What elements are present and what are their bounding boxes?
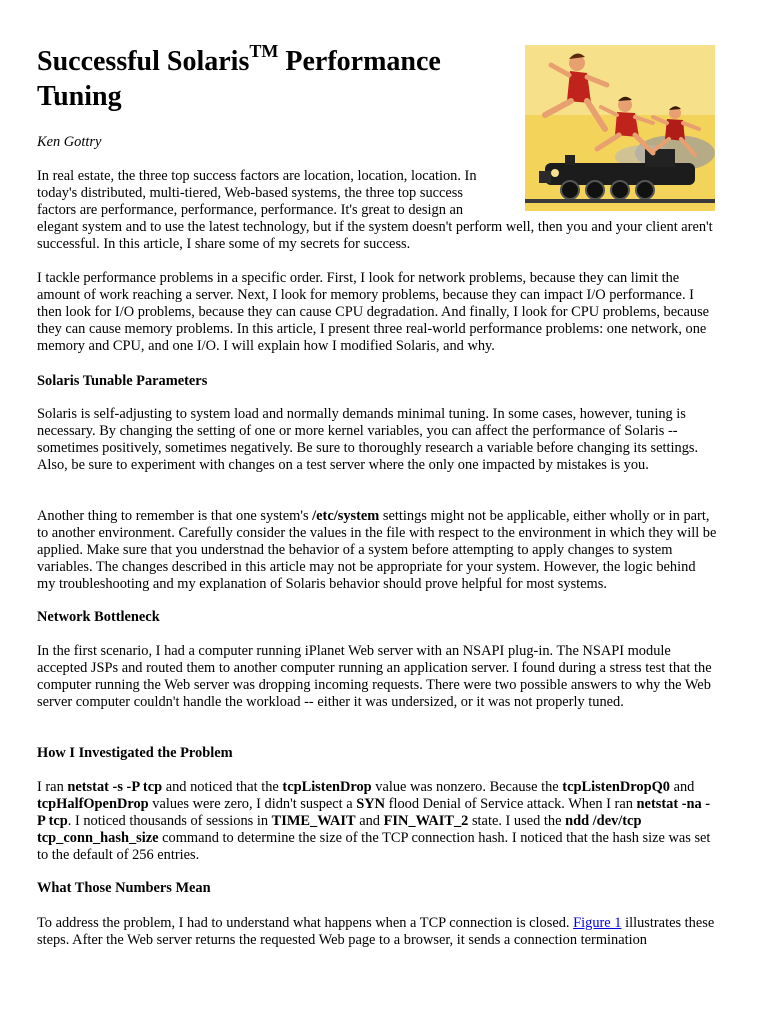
paragraph-intro-rest: elegant system and to use the latest technology, but if the system doesn't perform well, then you and your client aren't successful. In this article, I share some of my secrets for success. (37, 218, 713, 252)
paragraph-scenario: In the first scenario, I had a computer running iPlanet Web server with an NSAPI plug-in. The NSAPI module accepted JSPs and routed them to another computer running an application server. I found during a stress test that the computer running the Web server was dropping incoming requests. There were two possible answers to why the Web server computer couldn't handle the workload -- either it was undersized, or it was not properly tuned. (37, 643, 712, 710)
title-text-rest: Performance (278, 46, 441, 77)
figure-1-link[interactable]: Figure 1 (573, 915, 622, 931)
text-run: and noticed that the (162, 779, 283, 795)
text-run: command to determine the size of the TCP connection hash. I noticed that the hash size was set to the default of 256 entries. (37, 829, 711, 863)
heading-numbers-mean: What Those Numbers Mean (37, 880, 211, 896)
code-time-wait: TIME_WAIT (271, 812, 356, 829)
title-text: Successful Solaris (37, 46, 250, 77)
text-run: flood Denial of Service attack. When I ran (385, 795, 637, 812)
code-netstat-na: netstat -na -P tcp (37, 795, 711, 829)
paragraph-etc-system (37, 508, 717, 593)
code-etc-system: /etc/system (312, 508, 380, 524)
paragraph-tcp-close (37, 915, 717, 949)
title-text-line2: Tuning (37, 81, 122, 112)
paragraph-tunable: Solaris is self-adjusting to system load and normally demands minimal tuning. In some cases, however, tuning is necessary. By changing the setting of one or more kernel variables, you can affect the performance of Solaris -- sometimes positively, sometimes negatively. Be sure to thoroughly research a variable before changing its settings. Also, be sure to experiment with changes on a test server where the only one impacted by mistakes is you. (37, 406, 699, 473)
paragraph-order: I tackle performance problems in a specific order. First, I look for network problems, because they can limit the amount of work reaching a server. Next, I look for memory problems, because they can impact I/O performance. I then look for I/O problems, because they can cause CPU degradation. And finally, I look for CPU problems, because they can cause memory problems. In this article, I present three real-world performance problems: one network, one memory and CPU, and one I/O. I will explain how I modified Solaris, and why. (37, 270, 710, 354)
trademark-superscript: TM (249, 40, 279, 61)
text-run: values were zero, I didn't suspect a (148, 795, 357, 812)
paragraph-intro-line1: In real estate, the three top success factors are location, location, location. In (37, 168, 477, 184)
text-run: value was nonzero. Because the (371, 779, 563, 795)
heading-tunable-parameters: Solaris Tunable Parameters (37, 373, 208, 389)
text-run: and (355, 812, 384, 829)
text-run: and (669, 779, 695, 795)
code-tcplistendropq0: tcpListenDropQ0 (562, 779, 670, 795)
code-tcphalfopendrop: tcpHalfOpenDrop (37, 795, 149, 812)
code-fin-wait-2: FIN_WAIT_2 (383, 812, 469, 829)
author-byline: Ken Gottry (37, 134, 102, 150)
text-run: settings might not be applicable, either wholly or in part, to another environment. Carefully consider the values in the file with respect to the environment in which they will be applied. Make sure that you understnad the behavior of a system before attempting to apply changes to system variables. The changes described in this article may not be appropriate for your system. However, the logic behind my troubleshooting and my explanation of Solaris behavior should prove helpful for most systems. (37, 508, 717, 592)
article-title (37, 40, 517, 114)
code-ndd-command: ndd /dev/tcp tcp_conn_hash_size (37, 812, 642, 846)
paragraph-netstat (37, 779, 717, 864)
code-netstat-s: netstat -s -P tcp (67, 779, 163, 795)
text-run: Another thing to remember is that one system's (37, 508, 313, 524)
text-run: To address the problem, I had to understand what happens when a TCP connection is closed. (37, 915, 574, 931)
text-run: I ran (37, 779, 68, 795)
code-tcplistendrop: tcpListenDrop (282, 779, 372, 795)
paragraph-intro-line2: today's distributed, multi-tiered, Web-based systems, the three top success (37, 184, 463, 201)
paragraph-intro-line3: factors are performance, performance, performance. It's great to design an (37, 201, 464, 218)
paragraph-intro (37, 168, 717, 253)
heading-network-bottleneck: Network Bottleneck (37, 609, 160, 625)
heading-investigated: How I Investigated the Problem (37, 745, 233, 761)
text-run: state. I used the (468, 812, 566, 829)
text-run: illustrates these steps. After the Web server returns the requested Web page to a browser, it sends a connection termination (37, 915, 715, 948)
text-run: . I noticed thousands of sessions in (67, 812, 272, 829)
code-syn: SYN (356, 795, 386, 812)
article-page (37, 0, 719, 1024)
